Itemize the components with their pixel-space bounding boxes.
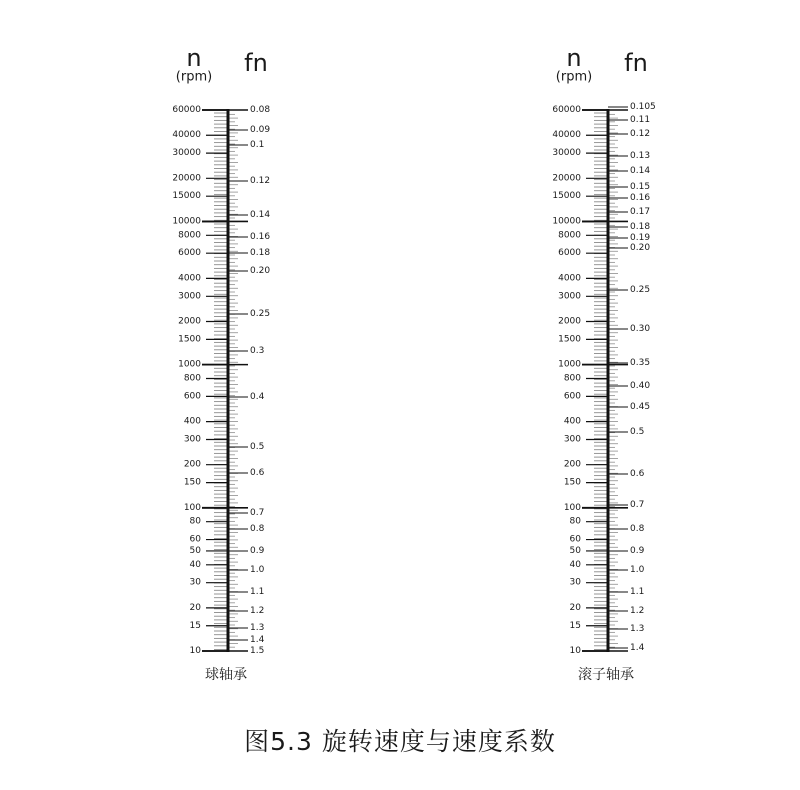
fn-tick-label: 0.25 <box>630 285 651 295</box>
fn-tick-label: 1.4 <box>630 643 645 653</box>
n-tick-label: 30000 <box>172 148 201 159</box>
n-symbol: n <box>186 44 202 72</box>
n-tick-label: 60 <box>569 534 581 545</box>
fn-tick-label: 0.8 <box>630 524 645 534</box>
fn-tick-label: 0.12 <box>630 129 651 139</box>
fn-symbol: fn <box>624 49 648 77</box>
fn-tick-label: 0.20 <box>250 266 271 276</box>
fn-tick-label: 0.20 <box>630 243 651 253</box>
fn-tick-label: 0.9 <box>250 546 265 556</box>
n-tick-label: 400 <box>563 416 581 427</box>
n-tick-label: 2000 <box>178 316 201 327</box>
n-tick-label: 10 <box>189 646 201 656</box>
fn-tick-label: 0.5 <box>630 427 645 437</box>
n-tick-label: 15 <box>189 620 201 631</box>
fn-tick-label: 0.18 <box>630 222 651 232</box>
n-unit: (rpm) <box>175 69 213 85</box>
fn-tick-label: 0.18 <box>250 248 271 258</box>
n-tick-label: 2000 <box>558 316 581 327</box>
fn-tick-label: 1.0 <box>250 565 265 575</box>
fn-tick-label: 0.25 <box>250 309 271 319</box>
n-tick-label: 300 <box>563 434 581 445</box>
n-tick-label: 8000 <box>178 230 201 241</box>
n-tick-label: 800 <box>563 373 581 384</box>
n-tick-label: 30000 <box>552 148 581 159</box>
n-tick-label: 150 <box>183 477 201 488</box>
fn-tick-label: 0.9 <box>630 546 645 556</box>
n-tick-label: 4000 <box>178 273 201 284</box>
fn-tick-label: 0.30 <box>630 324 651 334</box>
fn-tick-label: 0.12 <box>250 176 271 186</box>
fn-tick-label: 0.14 <box>630 166 651 176</box>
n-symbol: n <box>566 44 582 72</box>
fn-tick-label: 0.7 <box>250 508 265 518</box>
n-tick-label: 30 <box>569 577 581 588</box>
n-tick-label: 6000 <box>558 248 581 259</box>
n-tick-label: 1000 <box>178 359 201 370</box>
fn-tick-label: 0.15 <box>630 182 651 192</box>
fn-tick-label: 0.09 <box>250 125 271 135</box>
fn-tick-label: 1.3 <box>630 624 645 634</box>
fn-tick-label: 0.8 <box>250 524 265 534</box>
n-tick-label: 300 <box>183 434 201 445</box>
n-tick-label: 20000 <box>172 173 201 184</box>
fn-tick-label: 0.11 <box>630 115 651 125</box>
fn-tick-label: 0.17 <box>630 207 651 217</box>
n-tick-label: 150 <box>563 477 581 488</box>
fn-tick-label: 1.5 <box>250 646 265 656</box>
n-tick-label: 400 <box>183 416 201 427</box>
bearing-type-label: 球轴承 <box>205 667 247 683</box>
n-tick-label: 200 <box>563 459 581 470</box>
fn-tick-label: 1.0 <box>630 565 645 575</box>
n-tick-label: 3000 <box>178 291 201 302</box>
n-tick-label: 20 <box>189 602 201 613</box>
fn-tick-label: 1.3 <box>250 623 265 633</box>
n-tick-label: 50 <box>569 545 581 556</box>
fn-tick-label: 0.6 <box>250 468 265 478</box>
n-tick-label: 80 <box>569 516 581 527</box>
fn-tick-label: 0.3 <box>250 346 265 356</box>
n-tick-label: 20000 <box>552 173 581 184</box>
fn-tick-label: 1.4 <box>250 635 265 645</box>
fn-tick-label: 0.7 <box>630 500 645 510</box>
n-tick-label: 600 <box>563 391 581 402</box>
fn-tick-label: 0.4 <box>250 392 265 402</box>
n-tick-label: 80 <box>189 516 201 527</box>
fn-tick-label: 0.5 <box>250 442 265 452</box>
n-tick-label: 3000 <box>558 291 581 302</box>
n-tick-label: 100 <box>183 502 201 513</box>
n-tick-label: 1500 <box>178 334 201 345</box>
n-tick-label: 200 <box>183 459 201 470</box>
fn-tick-label: 0.40 <box>630 381 651 391</box>
n-tick-label: 8000 <box>558 230 581 241</box>
n-unit: (rpm) <box>555 69 593 85</box>
bearing-type-label: 滚子轴承 <box>578 667 634 683</box>
n-tick-label: 40 <box>569 559 581 570</box>
fn-symbol: fn <box>244 49 268 77</box>
n-tick-label: 4000 <box>558 273 581 284</box>
n-tick-label: 60 <box>189 534 201 545</box>
fn-tick-label: 0.35 <box>630 358 651 368</box>
fn-tick-label: 0.105 <box>630 102 656 112</box>
n-tick-label: 10 <box>569 646 581 656</box>
n-tick-label: 40 <box>189 559 201 570</box>
fn-tick-label: 1.1 <box>250 587 265 597</box>
fn-tick-label: 0.16 <box>250 232 271 242</box>
n-tick-label: 800 <box>183 373 201 384</box>
fn-tick-label: 0.16 <box>630 193 651 203</box>
n-tick-label: 15 <box>569 620 581 631</box>
fn-tick-label: 0.08 <box>250 105 271 115</box>
fn-tick-label: 0.19 <box>630 233 651 243</box>
n-tick-label: 10000 <box>552 216 581 227</box>
n-tick-label: 50 <box>189 545 201 556</box>
fn-tick-label: 1.1 <box>630 587 645 597</box>
fn-tick-label: 1.2 <box>250 606 265 616</box>
n-tick-label: 15000 <box>552 191 581 202</box>
fn-tick-label: 0.6 <box>630 469 645 479</box>
fn-tick-label: 0.14 <box>250 210 271 220</box>
n-tick-label: 40000 <box>172 130 201 141</box>
n-tick-label: 60000 <box>552 105 581 115</box>
n-tick-label: 100 <box>563 502 581 513</box>
n-tick-label: 6000 <box>178 248 201 259</box>
n-tick-label: 10000 <box>172 216 201 227</box>
fn-tick-label: 1.2 <box>630 606 645 616</box>
figure-caption: 图5.3 旋转速度与速度系数 <box>244 727 556 756</box>
n-tick-label: 60000 <box>172 105 201 115</box>
fn-tick-label: 0.45 <box>630 402 651 412</box>
n-tick-label: 15000 <box>172 191 201 202</box>
n-tick-label: 30 <box>189 577 201 588</box>
n-tick-label: 1000 <box>558 359 581 370</box>
n-tick-label: 40000 <box>552 130 581 141</box>
n-tick-label: 600 <box>183 391 201 402</box>
fn-tick-label: 0.1 <box>250 140 265 150</box>
fn-tick-label: 0.13 <box>630 151 651 161</box>
n-tick-label: 20 <box>569 602 581 613</box>
n-tick-label: 1500 <box>558 334 581 345</box>
